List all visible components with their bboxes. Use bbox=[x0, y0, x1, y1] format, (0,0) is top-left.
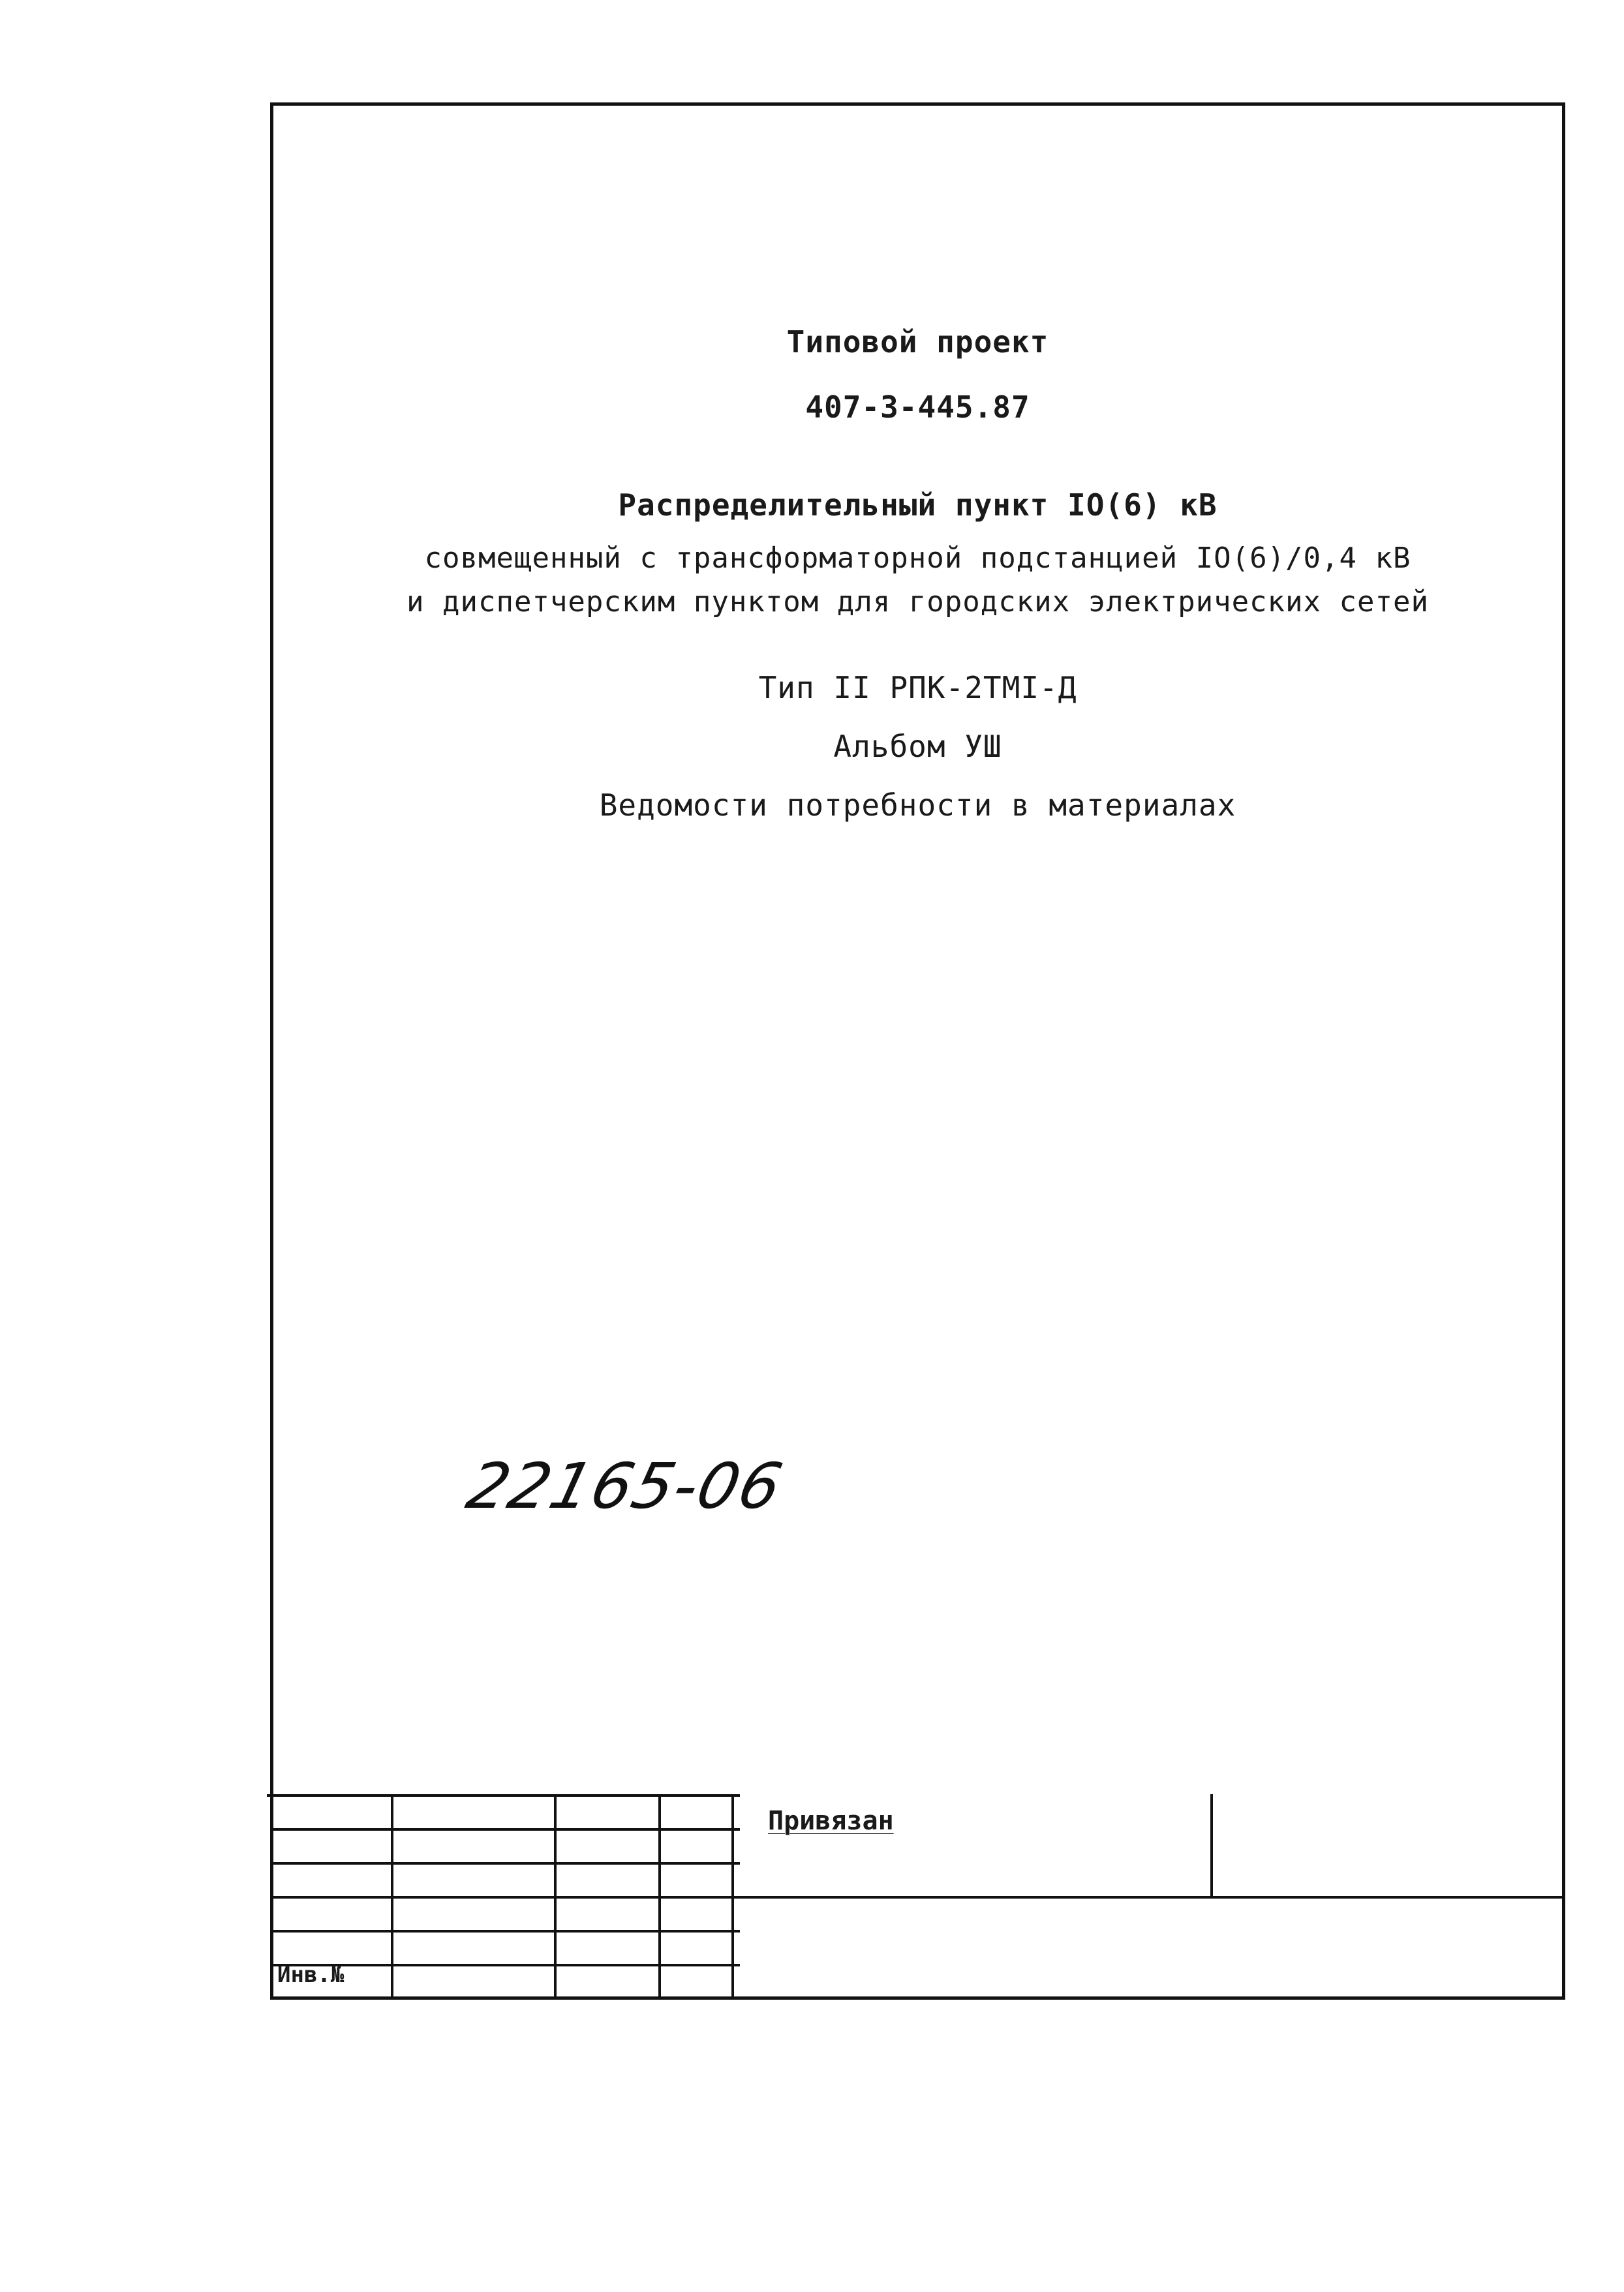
project-code: 407-3-445.87 bbox=[805, 390, 1030, 425]
stamp-right-block bbox=[734, 1794, 1565, 2000]
stamp-col-line bbox=[391, 1794, 393, 2000]
inventory-number-label: Инв.№ bbox=[277, 1962, 345, 1988]
description-line-1: Распределительный пункт IO(6) кВ bbox=[618, 487, 1218, 523]
stamp-col-line bbox=[1210, 1794, 1213, 1899]
stamp-top-line bbox=[267, 1794, 740, 1797]
handwritten-number: 22165-06 bbox=[460, 1450, 791, 1523]
stamp-row-line bbox=[273, 1930, 740, 1933]
stamp-col-line bbox=[554, 1794, 557, 2000]
bound-label: Привязан bbox=[768, 1806, 894, 1836]
stamp-row-line bbox=[273, 1862, 740, 1865]
stamp-row-line bbox=[734, 1896, 1565, 1899]
statements-label: Ведомости потребности в материалах bbox=[599, 787, 1236, 823]
description-line-2: совмещенный с трансформаторной подстанцией IO(6)/0,4 кВ bbox=[424, 542, 1411, 575]
album-label: Альбом УШ bbox=[833, 729, 1002, 764]
stamp-col-line bbox=[658, 1794, 661, 2000]
document-frame bbox=[270, 102, 1565, 2000]
description-line-3: и диспетчерским пунктом для городских электрических сетей bbox=[406, 585, 1429, 619]
document-title: Типовой проект bbox=[786, 324, 1049, 359]
stamp-row-line bbox=[273, 1828, 740, 1831]
type-label: Тип II РПК-2ТМI-Д bbox=[758, 670, 1077, 705]
stamp-row-line bbox=[273, 1896, 740, 1899]
